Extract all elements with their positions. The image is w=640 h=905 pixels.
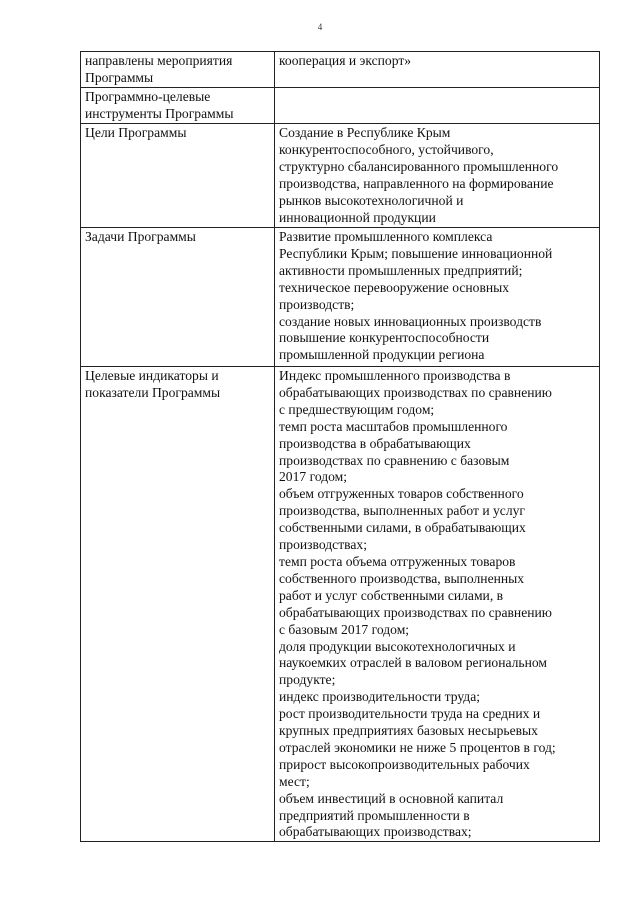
label-line: направлены мероприятия (85, 53, 233, 68)
value-line: наукоемких отраслей в валовом региональном (279, 655, 548, 671)
program-passport-table (80, 51, 600, 842)
label-line: Программно-целевые (85, 89, 211, 104)
value-line: собственного производства, выполненных (279, 570, 525, 586)
value-line: Создание в Республике Крым (279, 125, 451, 140)
value-line: конкурентоспособного, устойчивого, (279, 141, 494, 157)
value-line: повышение конкурентоспособности (279, 330, 490, 346)
row-value-cell (275, 124, 600, 228)
value-line: крупных предприятиях базовых несырьевых (279, 723, 538, 739)
value-line: с предшествующим годом; (279, 401, 435, 417)
row-label-cell (81, 52, 275, 88)
value-line: производства, выполненных работ и услуг (279, 503, 525, 519)
row-value-cell (275, 88, 600, 124)
label-line: Цели Программы (85, 125, 187, 140)
table-row (81, 52, 600, 88)
value-line: производства, направленного на формирование (279, 175, 554, 191)
value-line: производства в обрабатывающих (279, 435, 471, 451)
value-line: инновационной продукции (279, 209, 436, 225)
value-line: Индекс промышленного производства в (279, 368, 511, 383)
row-label-cell (81, 367, 275, 842)
value-line: продукте; (279, 672, 336, 688)
value-line: с базовым 2017 годом; (279, 621, 410, 637)
value-line: кооперация и экспорт» (279, 53, 412, 68)
value-line: производствах; (279, 537, 367, 553)
row-label-cell (81, 88, 275, 124)
value-line: темп роста объема отгруженных товаров (279, 553, 516, 569)
table-row (81, 124, 600, 228)
value-line: промышленной продукции региона (279, 347, 485, 363)
label-line: Задачи Программы (85, 229, 196, 244)
value-line: Развитие промышленного комплекса (279, 229, 493, 244)
value-line: рынков высокотехнологичной и (279, 192, 464, 208)
value-line: активности промышленных предприятий; (279, 262, 523, 278)
value-line: объем отгруженных товаров собственного (279, 486, 524, 502)
label-line: Программы (85, 69, 154, 85)
value-line: отраслей экономики не ниже 5 процентов в год; (279, 739, 556, 755)
value-line: темп роста масштабов промышленного (279, 418, 508, 434)
label-line: инструменты Программы (85, 105, 234, 121)
value-line: создание новых инновационных производств (279, 313, 542, 329)
value-line: Республики Крым; повышение инновационной (279, 245, 553, 261)
value-line: собственными силами, в обрабатывающих (279, 520, 526, 536)
value-line: объем инвестиций в основной капитал (279, 790, 504, 806)
label-line: Целевые индикаторы и (85, 368, 219, 383)
value-line: производств; (279, 296, 355, 312)
page-number: 4 (317, 22, 323, 32)
value-line: индекс производительности труда; (279, 689, 481, 705)
value-line: структурно сбалансированного промышленного (279, 158, 559, 174)
label-line: показатели Программы (85, 384, 221, 400)
row-value-cell (275, 52, 600, 88)
value-line: работ и услуг собственными силами, в (279, 587, 504, 603)
value-line: рост производительности труда на средних и (279, 706, 541, 722)
value-line: 2017 годом; (279, 469, 348, 485)
value-line: предприятий промышленности в (279, 807, 470, 823)
value-line: техническое перевооружение основных (279, 279, 510, 295)
row-label-cell (81, 124, 275, 228)
value-line: мест; (279, 773, 310, 789)
table-row (81, 228, 600, 367)
value-line: обрабатывающих производствах по сравнению (279, 384, 552, 400)
row-value-cell (275, 228, 600, 367)
row-value-cell (275, 367, 600, 842)
table-row (81, 88, 600, 124)
value-line: доля продукции высокотехнологичных и (279, 638, 516, 654)
value-line: производствах по сравнению с базовым (279, 452, 510, 468)
table-row (81, 367, 600, 842)
value-line: прирост высокопроизводительных рабочих (279, 756, 530, 772)
row-label-cell (81, 228, 275, 367)
value-line: обрабатывающих производствах; (279, 824, 472, 840)
value-line: обрабатывающих производствах по сравнению (279, 604, 552, 620)
